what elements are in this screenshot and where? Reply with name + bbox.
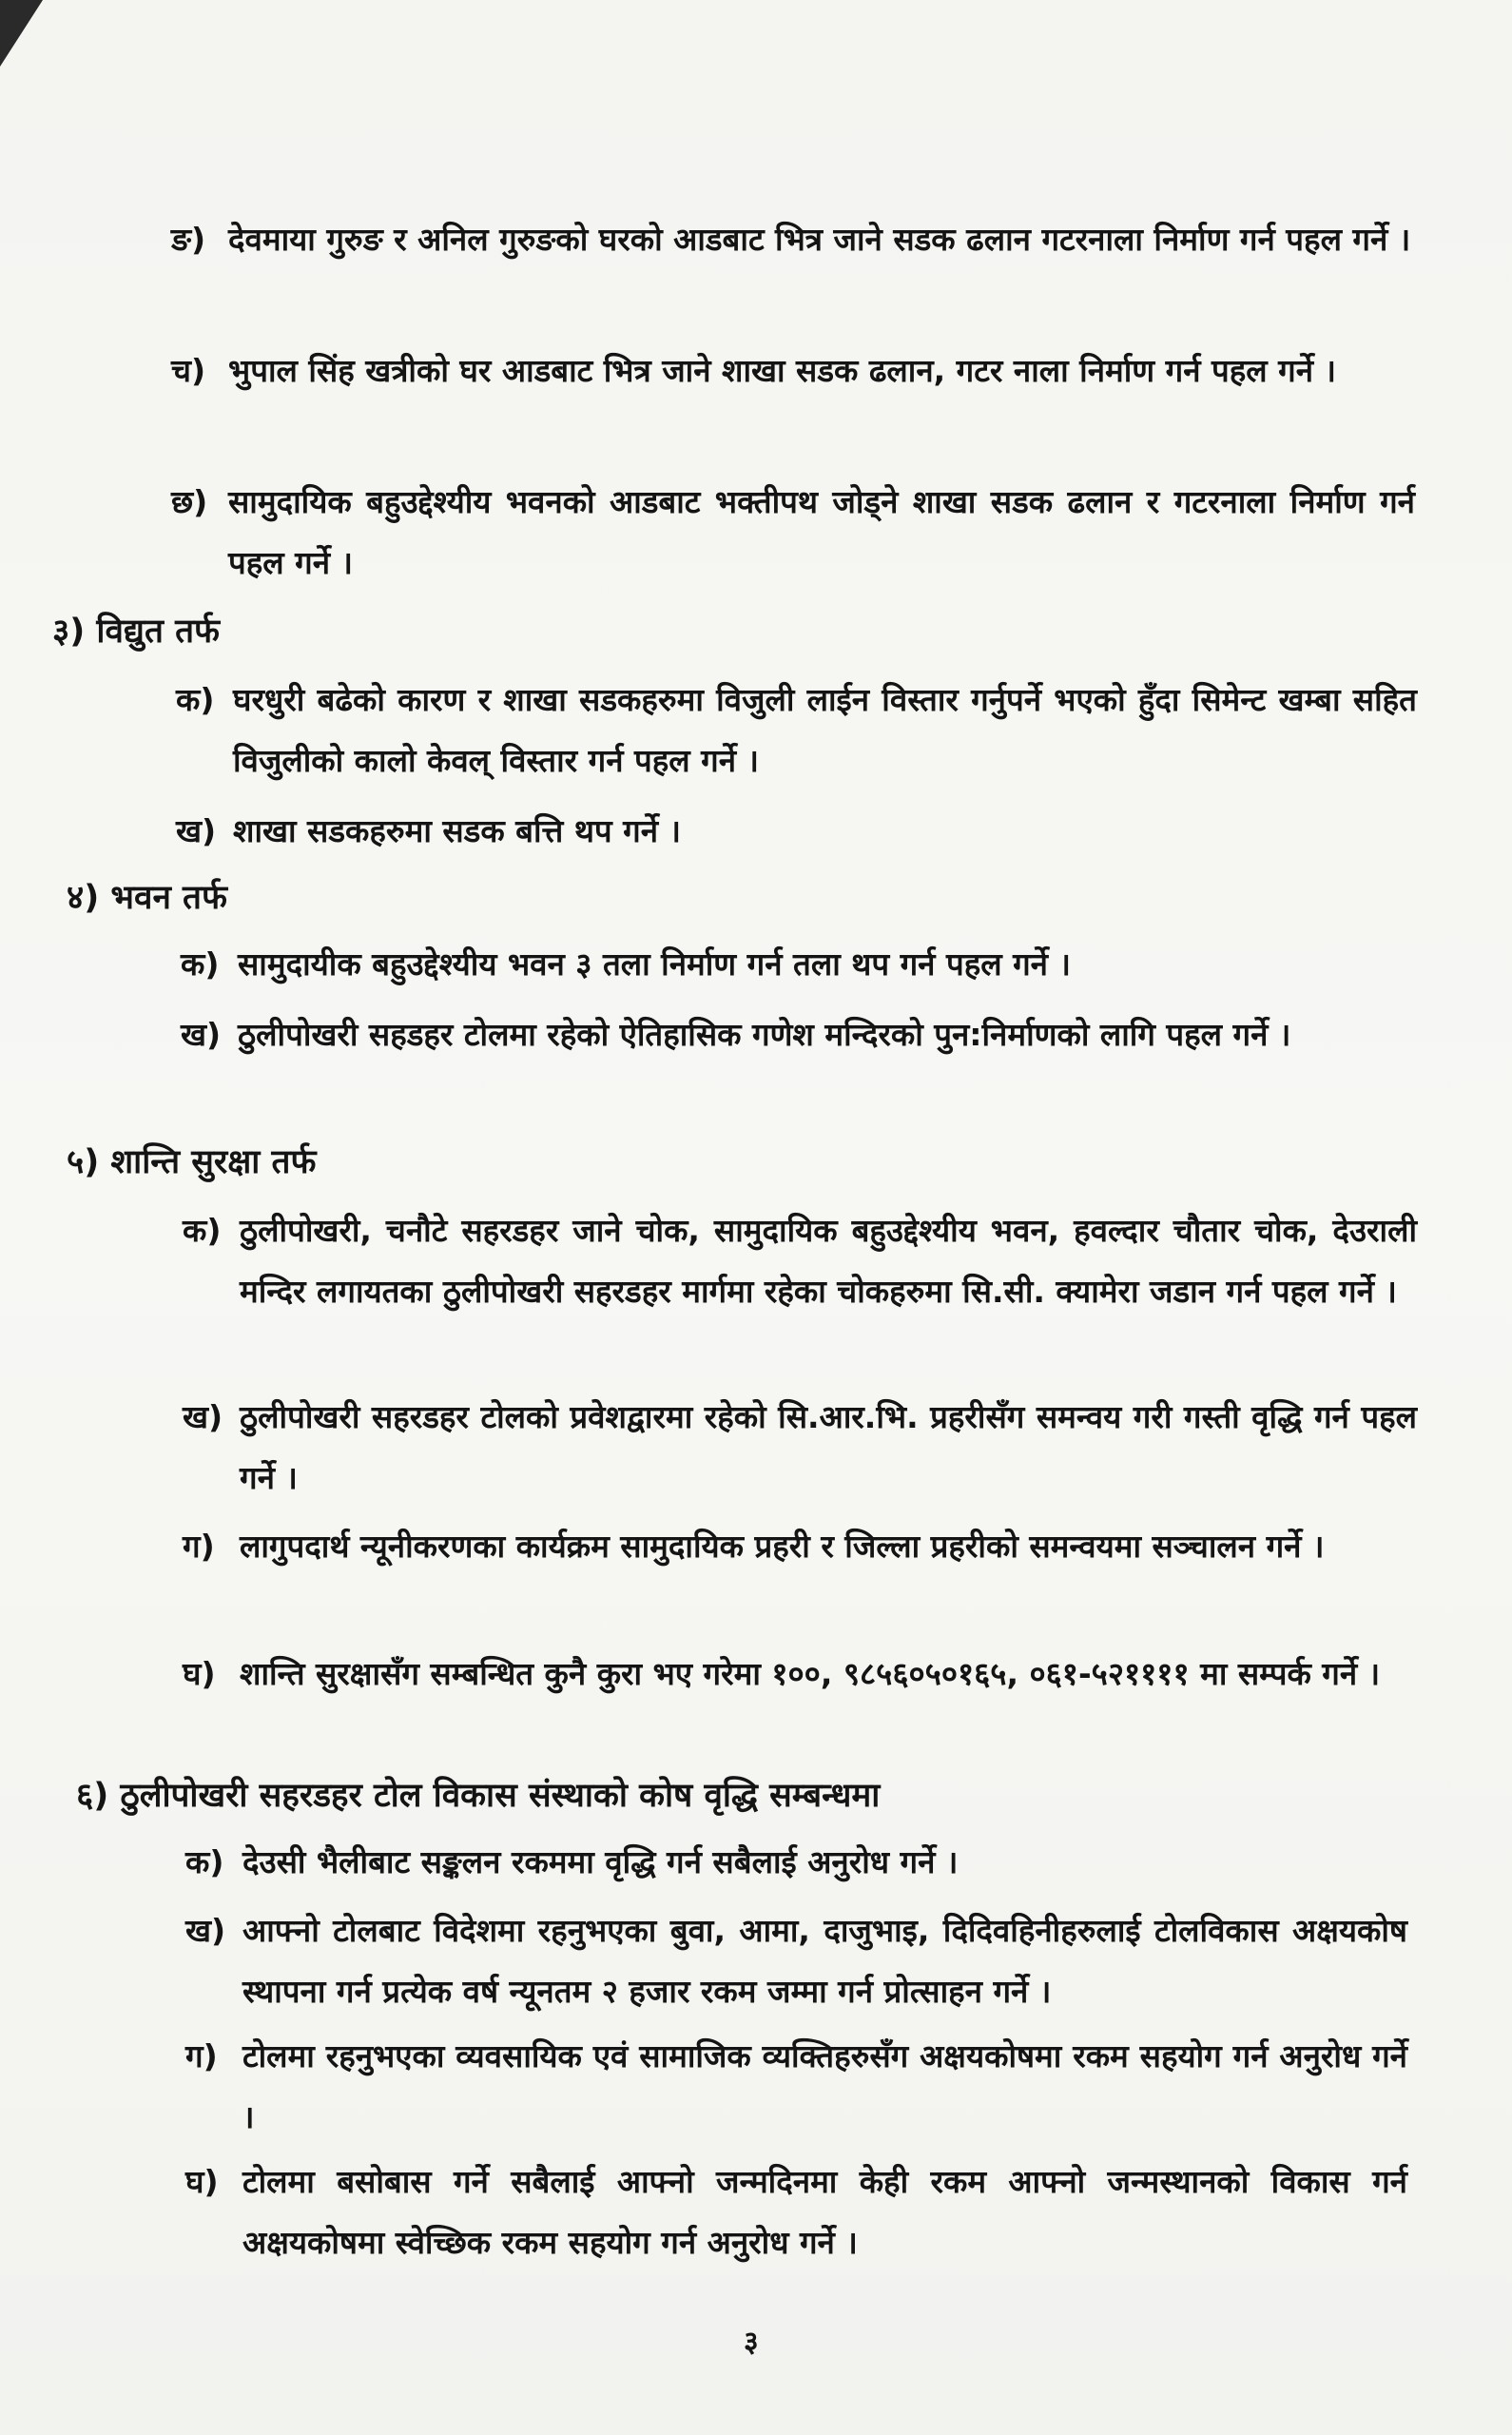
item-label: क) [185,1843,224,1880]
list-item [171,472,1415,594]
item-text: आफ्नो टोलबाट विदेशमा रहनुभएका बुवा, आमा, दाजुभाइ, दिदिवहिनीहरुलाई टोलविकास अक्षयकोष स्थापना गर्न प्रत्येक वर्ष न्यूनतम २ हजार रकम जम्मा गर्न प्रोत्साहन गर्ने । [242,1912,1407,2010]
item-label: ख) [181,1016,222,1053]
item-label: ख) [183,1398,223,1435]
item-text: टोलमा रहनुभएका व्यवसायिक एवं सामाजिक व्यक्तिहरुसँग अक्षयकोषमा रकम सहयोग गर्न अनुरोध गर्ने । [242,2037,1407,2135]
list-item [176,801,1417,862]
item-text: ठुलीपोखरी सहडहर टोलमा रहेको ऐतिहासिक गणेश मन्दिरको पुन:निर्माणको लागि पहल गर्ने । [238,1016,1291,1053]
list-item [185,1900,1407,2022]
list-item [183,1644,1417,1704]
item-text: देउसी भैलीबाट सङ्कलन रकममा वृद्धि गर्न सबैलाई अनुरोध गर्ने । [242,1843,959,1880]
list-item [183,1387,1417,1509]
page-number: ३ [744,2326,759,2359]
item-label: ग) [185,2037,218,2075]
item-label: ङ) [171,221,206,258]
item-text: टोलमा बसोबास गर्ने सबैलाई आफ्नो जन्मदिनमा केही रकम आफ्नो जन्मस्थानको विकास गर्न अक्षयकोषमा स्वेच्छिक रकम सहयोग गर्न अनुरोध गर्ने । [242,2163,1407,2261]
list-item [183,1516,1417,1577]
item-text: लागुपदार्थ न्यूनीकरणका कार्यक्रम सामुदायिक प्रहरी र जिल्ला प्रहरीको समन्वयमा सञ्चालन गर्ने । [240,1528,1325,1565]
item-label: ग) [183,1528,215,1565]
item-text: ठुलीपोखरी सहरडहर टोलको प्रवेशद्वारमा रहेको सि.आर.भि. प्रहरीसँग समन्वय गरी गस्ती वृद्धि गर्न पहल गर्ने । [240,1398,1417,1496]
item-text: ठुलीपोखरी, चनौटे सहरडहर जाने चोक, सामुदायिक बहुउद्देश्यीय भवन, हवल्दार चौतार चोक, देउराली मन्दिर लगायतका ठुलीपोखरी सहरडहर मार्गमा रहेका चोकहरुमा सि.सी. क्यामेरा जडान गर्न पहल गर्ने । [240,1212,1417,1310]
item-label: घ) [185,2163,219,2200]
item-label: क) [176,681,215,718]
item-label: क) [181,945,220,983]
list-item [183,1200,1417,1322]
item-label: क) [183,1212,222,1249]
item-label: च) [171,352,206,389]
section-heading: ४) भवन तर्फ [67,879,227,917]
item-text: शाखा सडकहरुमा सडक बत्ति थप गर्ने । [233,812,682,849]
list-item [181,934,1417,995]
list-item [181,1004,1417,1065]
item-label: घ) [183,1655,216,1692]
item-text: सामुदायिक बहुउद्देश्यीय भवनको आडबाट भक्तीपथ जोड्ने शाखा सडक ढलान र गटरनाला निर्माण गर्न पहल गर्ने । [228,483,1415,581]
item-label: छ) [171,483,208,520]
list-item [171,341,1415,401]
section-heading: ५) शान्ति सुरक्षा तर्फ [67,1143,317,1181]
item-text: सामुदायीक बहुउद्देश्यीय भवन ३ तला निर्माण गर्न तला थप गर्न पहल गर्ने । [238,945,1071,983]
list-item [176,670,1417,791]
item-text: घरधुरी बढेको कारण र शाखा सडकहरुमा विजुली लाईन विस्तार गर्नुपर्ने भएको हुँदा सिमेन्ट खम्बा सहित विजुलीको कालो केवल् विस्तार गर्न पहल गर्ने । [233,681,1417,779]
scan-corner-shadow [0,0,43,67]
list-item [171,209,1415,270]
item-label: ख) [185,1912,226,1949]
section-heading: ६) ठुलीपोखरी सहरडहर टोल विकास संस्थाको कोष वृद्धि सम्बन्धमा [76,1777,881,1815]
list-item [185,1832,1407,1893]
list-item [185,2026,1407,2148]
section-heading: ३) विद्युत तर्फ [52,613,221,651]
item-text: देवमाया गुरुङ र अनिल गुरुङको घरको आडबाट भित्र जाने सडक ढलान गटरनाला निर्माण गर्न पहल गर्ने । [228,221,1411,258]
list-item [185,2152,1407,2273]
item-label: ख) [176,812,217,849]
item-text: भुपाल सिंह खत्रीको घर आडबाट भित्र जाने शाखा सडक ढलान, गटर नाला निर्माण गर्न पहल गर्ने । [228,352,1337,389]
item-text: शान्ति सुरक्षासँग सम्बन्धित कुनै कुरा भए गरेमा १००, ९८५६०५०१६५, ०६१-५२११११ मा सम्पर्क गर्ने । [240,1655,1381,1692]
